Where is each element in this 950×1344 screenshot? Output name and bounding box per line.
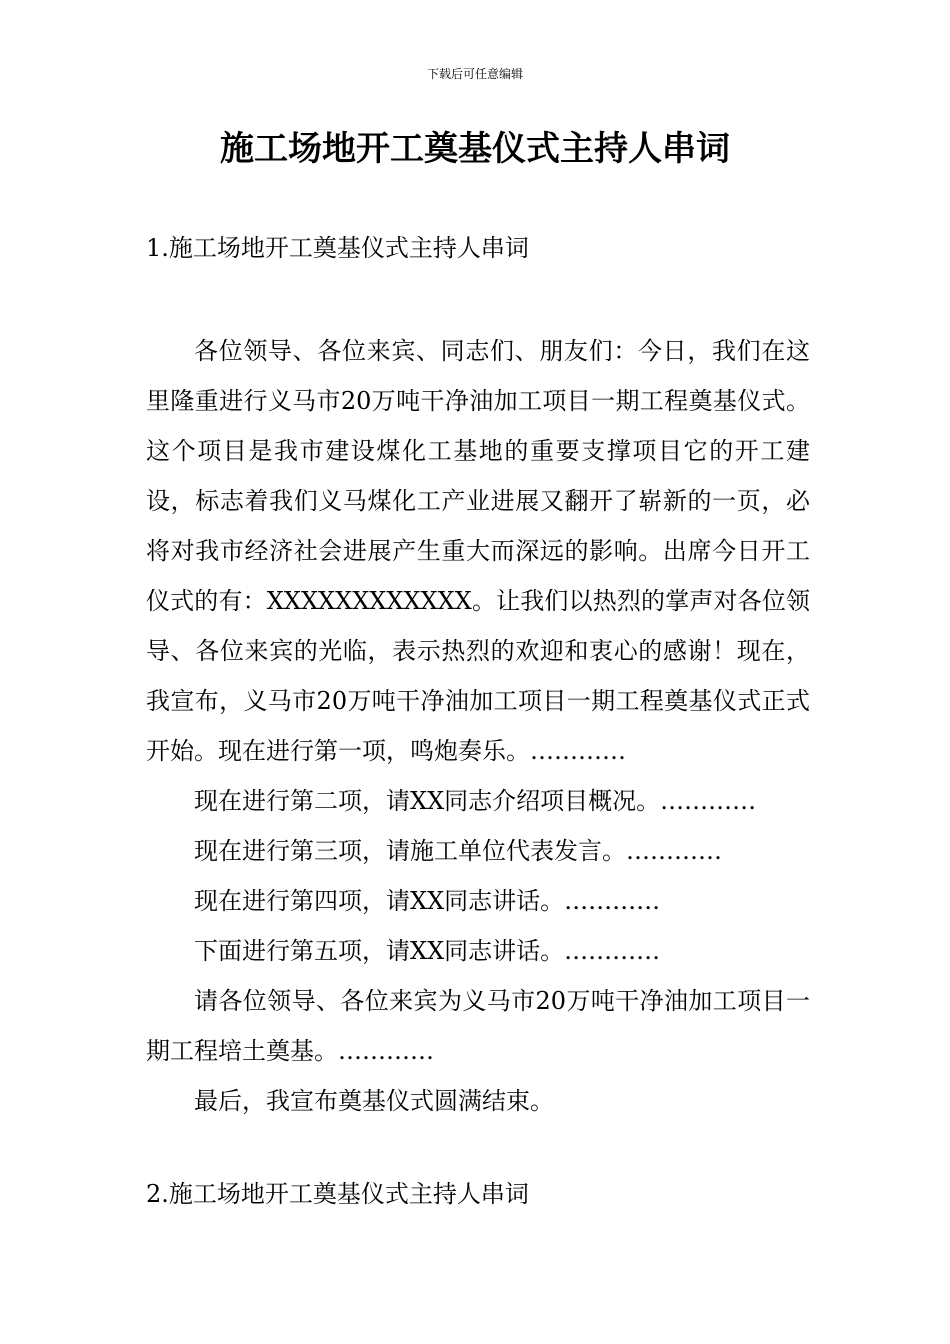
paragraph-item-5: 下面进行第五项，请XX同志讲话。………… <box>194 937 661 965</box>
paragraph-closing: 最后，我宣布奠基仪式圆满结束。 <box>194 1087 554 1115</box>
section-heading-1: 1.施工场地开工奠基仪式主持人串词 <box>146 234 529 262</box>
paragraph-item-2: 现在进行第二项，请XX同志介绍项目概况。………… <box>194 787 757 815</box>
document-body <box>146 326 810 1126</box>
paragraph-groundbreaking: 请各位领导、各位来宾为义马市20万吨干净油加工项目一期工程培土奠基。………… <box>146 987 810 1065</box>
section-heading-2: 2.施工场地开工奠基仪式主持人串词 <box>146 1180 529 1208</box>
paragraph-item-4: 现在进行第四项，请XX同志讲话。………… <box>194 887 661 915</box>
document-title: 施工场地开工奠基仪式主持人串词 <box>220 129 730 169</box>
paragraph-opening: 各位领导、各位来宾、同志们、朋友们：今日，我们在这里隆重进行义马市20万吨干净油加工项目一期工程奠基仪式。这个项目是我市建设煤化工基地的重要支撑项目它的开工建设，标志着我们义马煤化工产业进展又翻开了崭新的一页，必将对我市经济社会进展产生重大而深远的影响。出席今日开工仪式的有：XXXXXXXXXXXX。让我们以热烈的掌声对各位领导、各位来宾的光临，表示热烈的欢迎和衷心的感谢！现在，我宣布，义马市20万吨干净油加工项目一期工程奠基仪式正式开始。现在进行第一项，鸣炮奏乐。………… <box>146 337 810 765</box>
paragraph-item-3: 现在进行第三项，请施工单位代表发言。………… <box>194 837 722 865</box>
header-note: 下载后可任意编辑 <box>426 67 523 81</box>
